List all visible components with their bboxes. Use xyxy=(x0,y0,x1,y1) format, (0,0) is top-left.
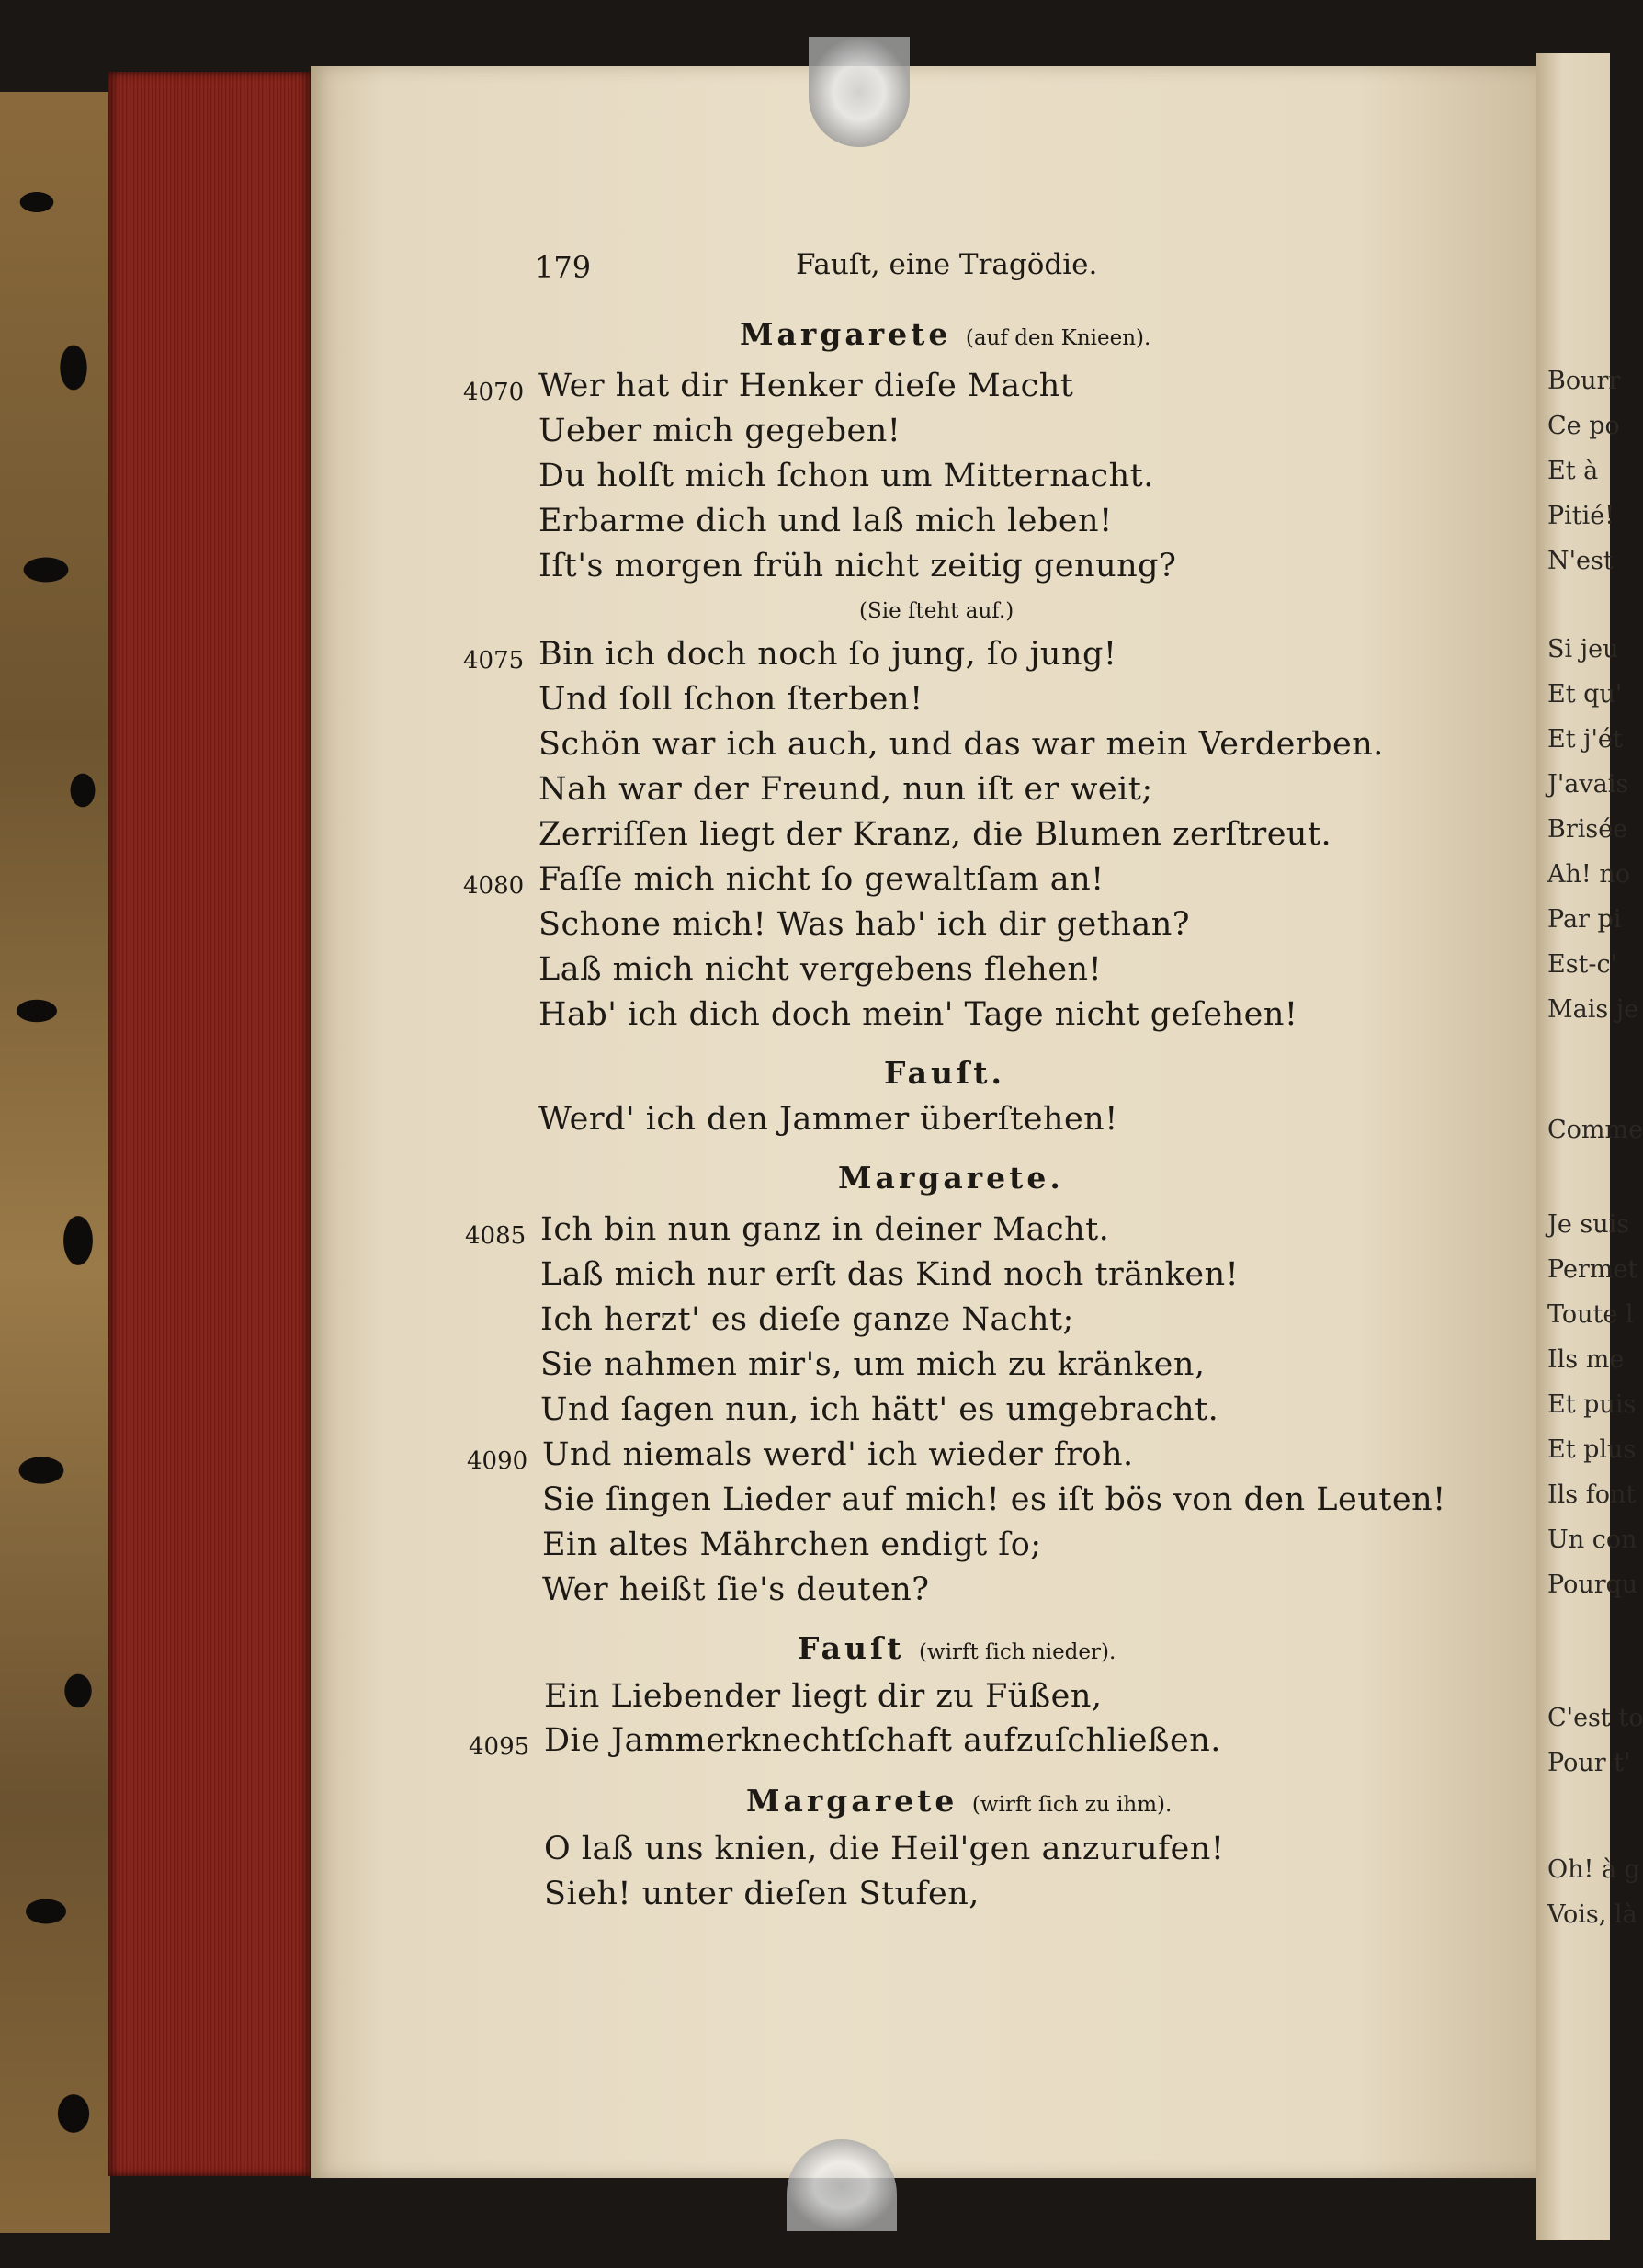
facing-page-fragment: Et j'ét xyxy=(1547,725,1623,754)
verse-line: Ich bin nun ganz in deiner Macht. xyxy=(540,1211,1110,1248)
verse-line: Erbarme dich und laß mich leben! xyxy=(538,503,1113,539)
verse-line: Nah war der Freund, nun iſt er weit; xyxy=(538,771,1153,808)
verse-line: Werd' ich den Jammer überſtehen! xyxy=(538,1101,1118,1138)
verse-line: Wer hat dir Henker dieſe Macht xyxy=(538,368,1074,404)
facing-page-fragment: Et qu' xyxy=(1547,680,1623,709)
speaker-name: Fauſt. xyxy=(884,1055,1005,1091)
verse-line: Zerriſſen liegt der Kranz, die Blumen zerſtreut. xyxy=(538,816,1332,853)
stage-direction: (auf den Knieen). xyxy=(965,326,1151,350)
line-number: 4080 xyxy=(463,872,525,900)
running-title: Fauſt, eine Tragödie. xyxy=(796,248,1098,281)
line-number: 4075 xyxy=(463,647,525,675)
facing-page-fragment: C'est to xyxy=(1547,1704,1643,1732)
verse-line: Sieh! unter dieſen Stufen, xyxy=(544,1876,980,1912)
verse-line: Hab' ich dich doch mein' Tage nicht geſehen! xyxy=(538,996,1298,1033)
facing-page-fragment: Et à xyxy=(1547,457,1599,485)
facing-page-fragment: Toute l xyxy=(1547,1300,1634,1329)
facing-page-fragment: Mais je xyxy=(1547,995,1639,1024)
page-number: 179 xyxy=(535,250,592,285)
stage-direction: (wirft ſich nieder). xyxy=(918,1640,1116,1664)
verse-line: Sie nahmen mir's, um mich zu kränken, xyxy=(540,1346,1206,1383)
line-number: 4090 xyxy=(467,1447,528,1475)
verse-line: Ein Liebender liegt dir zu Füßen, xyxy=(544,1678,1103,1715)
verse-line: Bin ich doch noch ſo jung, ſo jung! xyxy=(538,636,1117,673)
verse-line: Ich herzt' es dieſe ganze Nacht; xyxy=(540,1301,1074,1338)
speaker-heading xyxy=(746,1783,1172,1819)
facing-page-fragment: Brisée xyxy=(1547,815,1628,844)
line-number: 4095 xyxy=(469,1733,530,1761)
verse-line: Laß mich nicht vergebens flehen! xyxy=(538,951,1103,988)
facing-page-fragment: Oh! à g xyxy=(1547,1855,1640,1884)
facing-page-fragment: Et puis xyxy=(1547,1390,1637,1419)
page-edges xyxy=(108,72,312,2176)
line-number: 4070 xyxy=(463,379,525,406)
verse-line: Die Jammerknechtſchaft aufzuſchließen. xyxy=(544,1722,1221,1759)
facing-page xyxy=(1536,53,1643,2240)
verse-line: Und niemals werd' ich wieder froh. xyxy=(542,1436,1134,1473)
facing-page-fragment: Pourqu xyxy=(1547,1571,1638,1599)
speaker-name: Margarete xyxy=(746,1783,958,1819)
verse-line: Und ſagen nun, ich hätt' es umgebracht. xyxy=(540,1391,1219,1428)
facing-page-fragment: Permet xyxy=(1547,1255,1638,1284)
verse-line: Ein altes Mährchen endigt ſo; xyxy=(542,1526,1042,1563)
verse-line: Wer heißt ſie's deuten? xyxy=(542,1571,930,1608)
marbled-cover xyxy=(0,92,110,2233)
verse-line: Und ſoll ſchon ſterben! xyxy=(538,681,923,718)
facing-page-fragment: Pitié! xyxy=(1547,502,1615,530)
facing-page-fragment: Bourr xyxy=(1547,367,1621,395)
speaker-heading xyxy=(740,316,1150,352)
stage-direction: (wirft ſich zu ihm). xyxy=(971,1793,1173,1817)
verse-line: O laß uns knien, die Heil'gen anzurufen! xyxy=(544,1831,1225,1867)
facing-page-fragment: Et plus xyxy=(1547,1435,1637,1464)
verse-line: Schön war ich auch, und das war mein Verderben. xyxy=(538,726,1384,763)
facing-page-fragment: Ah! no xyxy=(1547,860,1630,889)
facing-page-fragment: Ils font xyxy=(1547,1480,1637,1509)
line-number: 4085 xyxy=(465,1222,527,1250)
facing-page-fragment: Vois, là xyxy=(1547,1900,1637,1929)
verse-line: Sie ſingen Lieder auf mich! es iſt bös von den Leuten! xyxy=(542,1481,1446,1518)
verse-line: Schone mich! Was hab' ich dir gethan? xyxy=(538,906,1191,943)
facing-page-fragment: Par pi xyxy=(1547,905,1622,934)
verse-line: Iſt's morgen früh nicht zeitig genung? xyxy=(538,548,1177,584)
verse-line: Ueber mich gegeben! xyxy=(538,413,901,449)
facing-page-fragment: Est-c' xyxy=(1547,950,1618,979)
speaker-heading xyxy=(798,1630,1116,1666)
facing-page-fragment: Pour t' xyxy=(1547,1749,1631,1777)
clip-top xyxy=(809,37,910,147)
facing-page-fragment: Comme xyxy=(1547,1116,1643,1144)
facing-page-fragment: Si jeu xyxy=(1547,635,1619,663)
verse-line: Laß mich nur erſt das Kind noch tränken! xyxy=(540,1256,1240,1293)
facing-page-fragment: Je suis xyxy=(1547,1210,1630,1239)
verse-line: Faſſe mich nicht ſo gewaltſam an! xyxy=(538,861,1105,898)
facing-page-fragment: N'est xyxy=(1547,547,1614,575)
facing-page-fragment: Un con xyxy=(1547,1525,1637,1554)
speaker-name: Fauſt xyxy=(798,1630,905,1666)
facing-page-fragment: Ils me xyxy=(1547,1345,1625,1374)
facing-page-fragment: J'avais xyxy=(1547,770,1629,799)
speaker-name: Margarete. xyxy=(838,1160,1064,1196)
verse-line: Du holſt mich ſchon um Mitternacht. xyxy=(538,458,1154,494)
stage-direction: (Sie ſteht auf.) xyxy=(859,599,1014,623)
facing-page-fragment: Ce po xyxy=(1547,412,1620,440)
speaker-name: Margarete xyxy=(740,316,952,352)
